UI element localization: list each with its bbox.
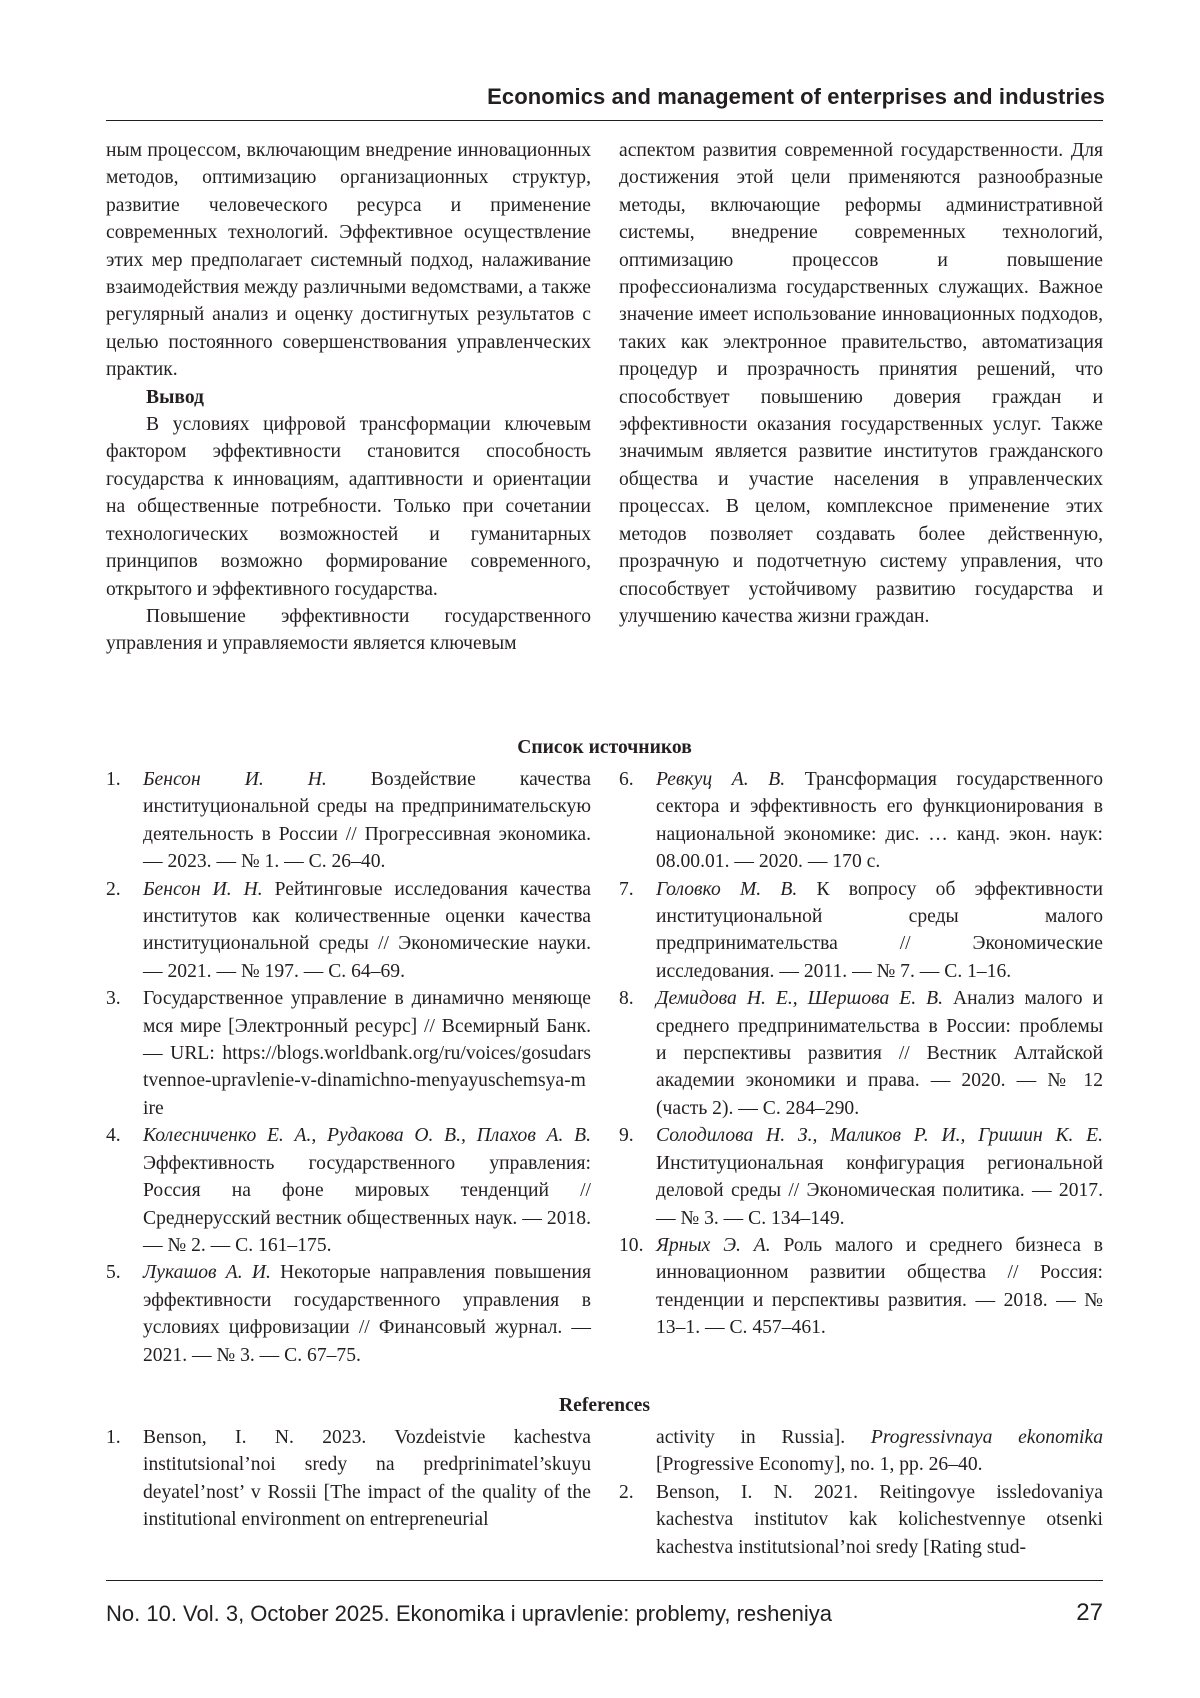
reference-journal: Progressivnaya ekonomika — [870, 1427, 1103, 1448]
running-header: Economics and management of enterprises and industries — [487, 84, 1105, 109]
source-author: Бенсон И. Н. — [143, 878, 263, 900]
source-text — [143, 1259, 591, 1369]
source-body: К вопросу об эффективности институциональной среды малого предпринимательства // Экономические исследования. — 2011. — № 7. — С. 1–16. — [656, 878, 1103, 982]
source-text — [656, 876, 1103, 986]
source-number: 6. — [619, 769, 634, 790]
reference-continuation — [619, 1424, 1103, 1479]
source-number: 1. — [106, 769, 121, 790]
source-text — [656, 1122, 1103, 1232]
references-column-right — [619, 1424, 1103, 1561]
source-text — [656, 766, 1103, 876]
source-item — [106, 1122, 591, 1259]
body-paragraph: В условиях цифровой трансформации ключевым фактором эффективности становится способность государства к инновациям, адаптивности и ориентации на общественные потребности. Только при сочетании технологических возможностей и гуманитарных принципов возможно формирование современного, открытого и эффективного государства. — [106, 414, 591, 600]
source-number: 9. — [619, 1125, 634, 1147]
reference-number: 1. — [106, 1427, 121, 1448]
reference-text: [Progressive Economy], no. 1, pp. 26–40. — [656, 1454, 983, 1476]
source-number: 3. — [106, 988, 121, 1010]
body-paragraph: ным процессом, включающим внедрение инновационных методов, оптимизацию организационных структур, развитие человеческого ресурса и применение современных технологий. Эффективное осуществление этих мер предполагает системный подход, налаживание взаимодействия между различными ведомствами, а также регулярный анализ и оценку достигнутых результатов с целью постоянного совершенствования управленческих практик. — [106, 140, 591, 381]
source-number: 5. — [106, 1262, 121, 1284]
section-heading-conclusion: Вывод — [146, 386, 204, 408]
source-text — [656, 1232, 1103, 1342]
source-author: Лукашов А. И. — [143, 1262, 271, 1284]
header-rule — [106, 120, 1103, 121]
reference-text: Benson, I. N. 2023. Vozdeistvie kachestva institutsional’noi sredy na predprinimatel’skuyu deyatel’nost’ v Rossii [The impact of the quality of the institutional environment on entrepreneurial — [143, 1427, 591, 1531]
source-item — [106, 985, 591, 1122]
source-body: Некоторые направления повышения эффективности государственного управления в условиях цифровизации // Финансовый журнал. — 2021. — № 3. — С. 67–75. — [143, 1262, 591, 1366]
source-author: Солодилова Н. З., Маликов Р. И., Гришин К. Е. — [656, 1125, 1103, 1147]
reference-item — [106, 1424, 591, 1534]
page-number: 27 — [1076, 1599, 1103, 1626]
reference-text: activity in Russia]. — [656, 1427, 871, 1448]
source-item — [619, 985, 1103, 1122]
source-number: 7. — [619, 878, 634, 900]
source-number: 8. — [619, 988, 634, 1010]
source-number: 2. — [106, 878, 121, 900]
source-number: 10. — [619, 1234, 644, 1256]
source-body: Анализ малого и среднего предпринимательства в России: проблемы и перспективы развития // Вестник Алтайской академии экономики и права. — 2020. — № 12 (часть 2). — С. 284–290. — [656, 988, 1103, 1119]
source-author: Ревкуц А. В. — [656, 769, 786, 790]
source-item — [619, 1232, 1103, 1342]
source-item — [619, 876, 1103, 986]
body-paragraph: аспектом развития современной государственности. Для достижения этой цели применяются разнообразные методы, включающие реформы административной системы, внедрение современных технологий, оптимизацию процессов и повышение профессионализма государственных служащих. Важное значение имеет использование инновационных подходов, таких как электронное правительство, автоматизация процедур и прозрачность принятия решений, что способствует повышению доверия граждан и эффективности оказания государственных услуг. Также значимым является развитие институтов гражданского общества и участие населения в управленческих процессах. В целом, комплексное применение этих методов позволяет создавать более действенную, прозрачную и подотчетную систему управления, что способствует устойчивому развитию государства и улучшению качества жизни граждан. — [619, 140, 1103, 627]
sources-title: Список источников — [517, 737, 692, 758]
body-paragraph: Повышение эффективности государственного управления и управляемости является ключевым — [106, 605, 591, 655]
source-text — [143, 1122, 591, 1259]
source-item — [106, 766, 591, 876]
body-column-left — [106, 137, 591, 658]
source-body: Трансформация государственного сектора и эффективность его функционирования в национальной экономике: дис. … канд. экон. наук: 08.00.01. — 2020. — 170 с. — [656, 769, 1103, 873]
reference-number: 2. — [619, 1481, 634, 1503]
source-author: Ярных Э. А. — [656, 1234, 771, 1256]
footer-citation: No. 10. Vol. 3, October 2025. Ekonomika i upravlenie: problemy, resheniya — [106, 1601, 832, 1626]
source-body: Государственное управление в динамично меняющемся мире [Электронный ресурс] // Всемирный Банк. — URL: https://blogs.worldbank.org/ru/voices/gosudarstvennoe-upravlenie-v-dinamichno-menyayuschemsya-mire — [143, 988, 591, 1119]
references-title: References — [558, 1395, 651, 1416]
references-column-left — [106, 1424, 591, 1534]
sources-column-left — [106, 766, 591, 1369]
source-item — [619, 1122, 1103, 1232]
source-item — [106, 876, 591, 986]
source-body: Воздействие качества институциональной среды на предпринимательскую деятельность в России // Прогрессивная экономика. — 2023. — № 1. — С. 26–40. — [143, 769, 591, 873]
source-body: Рейтинговые исследования качества институтов как количественные оценки качества институциональной среды // Экономические науки. — 2021. — № 197. — С. 64–69. — [143, 878, 591, 982]
source-body: Роль малого и среднего бизнеса в инновационном развитии общества // Россия: тенденции и перспективы развития. — 2018. — № 13–1. — С. 457–461. — [656, 1234, 1103, 1339]
source-text — [143, 985, 591, 1122]
source-number: 4. — [106, 1125, 121, 1147]
source-item — [106, 1259, 591, 1369]
source-author: Демидова Н. Е., Шершова Е. В. — [656, 988, 943, 1010]
source-author: Головко М. В. — [656, 878, 798, 900]
source-text — [143, 876, 591, 986]
reference-text: Benson, I. N. 2021. Reitingovye issledovaniya kachestva institutov kak kolichestvennye otsenki kachestva institutsional’noi sredy [Rating stud- — [656, 1481, 1103, 1558]
footer-rule — [106, 1580, 1103, 1581]
source-body: Институциональная конфигурация региональной деловой среды // Экономическая политика. — 2017. — № 3. — С. 134–149. — [656, 1152, 1103, 1229]
source-author: Бенсон И. Н. — [143, 769, 327, 790]
source-author: Колесниченко Е. А., Рудакова О. В., Плахов А. В. — [143, 1125, 591, 1147]
source-body: Эффективность государственного управления: Россия на фоне мировых тенденций // Среднерусский вестник общественных наук. — 2018. — № 2. — С. 161–175. — [143, 1152, 591, 1256]
body-column-right — [619, 137, 1103, 630]
sources-column-right — [619, 766, 1103, 1342]
source-text — [143, 766, 591, 876]
source-item — [619, 766, 1103, 876]
reference-item — [619, 1479, 1103, 1561]
source-text — [656, 985, 1103, 1122]
